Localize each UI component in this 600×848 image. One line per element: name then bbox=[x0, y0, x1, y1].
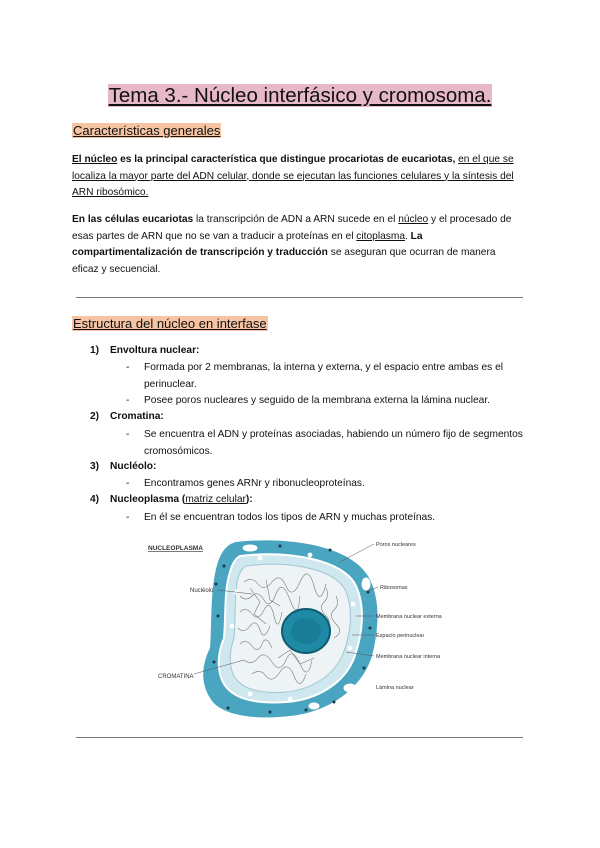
list-item: 1) Envoltura nuclear: bbox=[90, 345, 200, 356]
paragraph-nucleo: El núcleo es la principal característica que distingue procariotas de eucariotas, en el que se localiza la mayor parte del ADN celular, donde se ejecutan las funciones celulares y la síntesis del ARN ribosómico. bbox=[72, 154, 514, 198]
figure-title: NUCLEOPLASMA bbox=[148, 545, 203, 552]
section-heading-estructura: Estructura del núcleo en interfase bbox=[73, 316, 267, 331]
sub-item: - Se encuentra el ADN y proteínas asociadas, habiendo un número fijo de segmentos cromosómicos. bbox=[126, 429, 523, 457]
list-item: 3) Nucléolo: bbox=[90, 461, 157, 472]
label-ribosomas: Ribosomas bbox=[380, 585, 408, 591]
page-title: Tema 3.- Núcleo interfásico y cromosoma. bbox=[108, 84, 492, 107]
sub-item: - Posee poros nucleares y seguido de la membrana externa la lámina nuclear. bbox=[126, 395, 491, 406]
paragraph-eucariotas: En las células eucariotas la transcripción de ADN a ARN sucede en el núcleo y el procesado de esas partes de ARN que no se van a traducir a proteínas en el citoplasma. La compartimentalización de transcripción y traducción se aseguran que ocurran de manera eficaz y secuencial. bbox=[72, 214, 512, 275]
sub-item: - En él se encuentran todos los tipos de ARN y muchas proteínas. bbox=[126, 512, 436, 523]
nucleolus-inner bbox=[291, 618, 321, 644]
divider bbox=[76, 297, 523, 298]
nucleus-diagram bbox=[140, 536, 442, 720]
label-espacio: Espacio perinuclear bbox=[376, 633, 425, 639]
sub-item: - Formada por 2 membranas, la interna y externa, y el espacio entre ambas es el perinuclear. bbox=[126, 362, 504, 390]
list-item: 4) Nucleoplasma (matriz celular): bbox=[90, 494, 253, 505]
label-cromatina: CROMATINA bbox=[158, 674, 194, 680]
divider bbox=[76, 737, 523, 738]
list-item: 2) Cromatina: bbox=[90, 411, 164, 422]
section-heading-general: Características generales bbox=[73, 123, 221, 138]
label-lamina: Lámina nuclear bbox=[376, 685, 414, 691]
label-mem-int: Membrana nuclear interna bbox=[376, 654, 441, 660]
label-poros: Poros nucleares bbox=[376, 542, 416, 548]
label-nucleolo: Nucléolo bbox=[190, 588, 214, 594]
sub-item: - Encontramos genes ARNr y ribonucleoproteínas. bbox=[126, 478, 365, 489]
label-mem-ext: Membrana nuclear externa bbox=[376, 614, 442, 620]
